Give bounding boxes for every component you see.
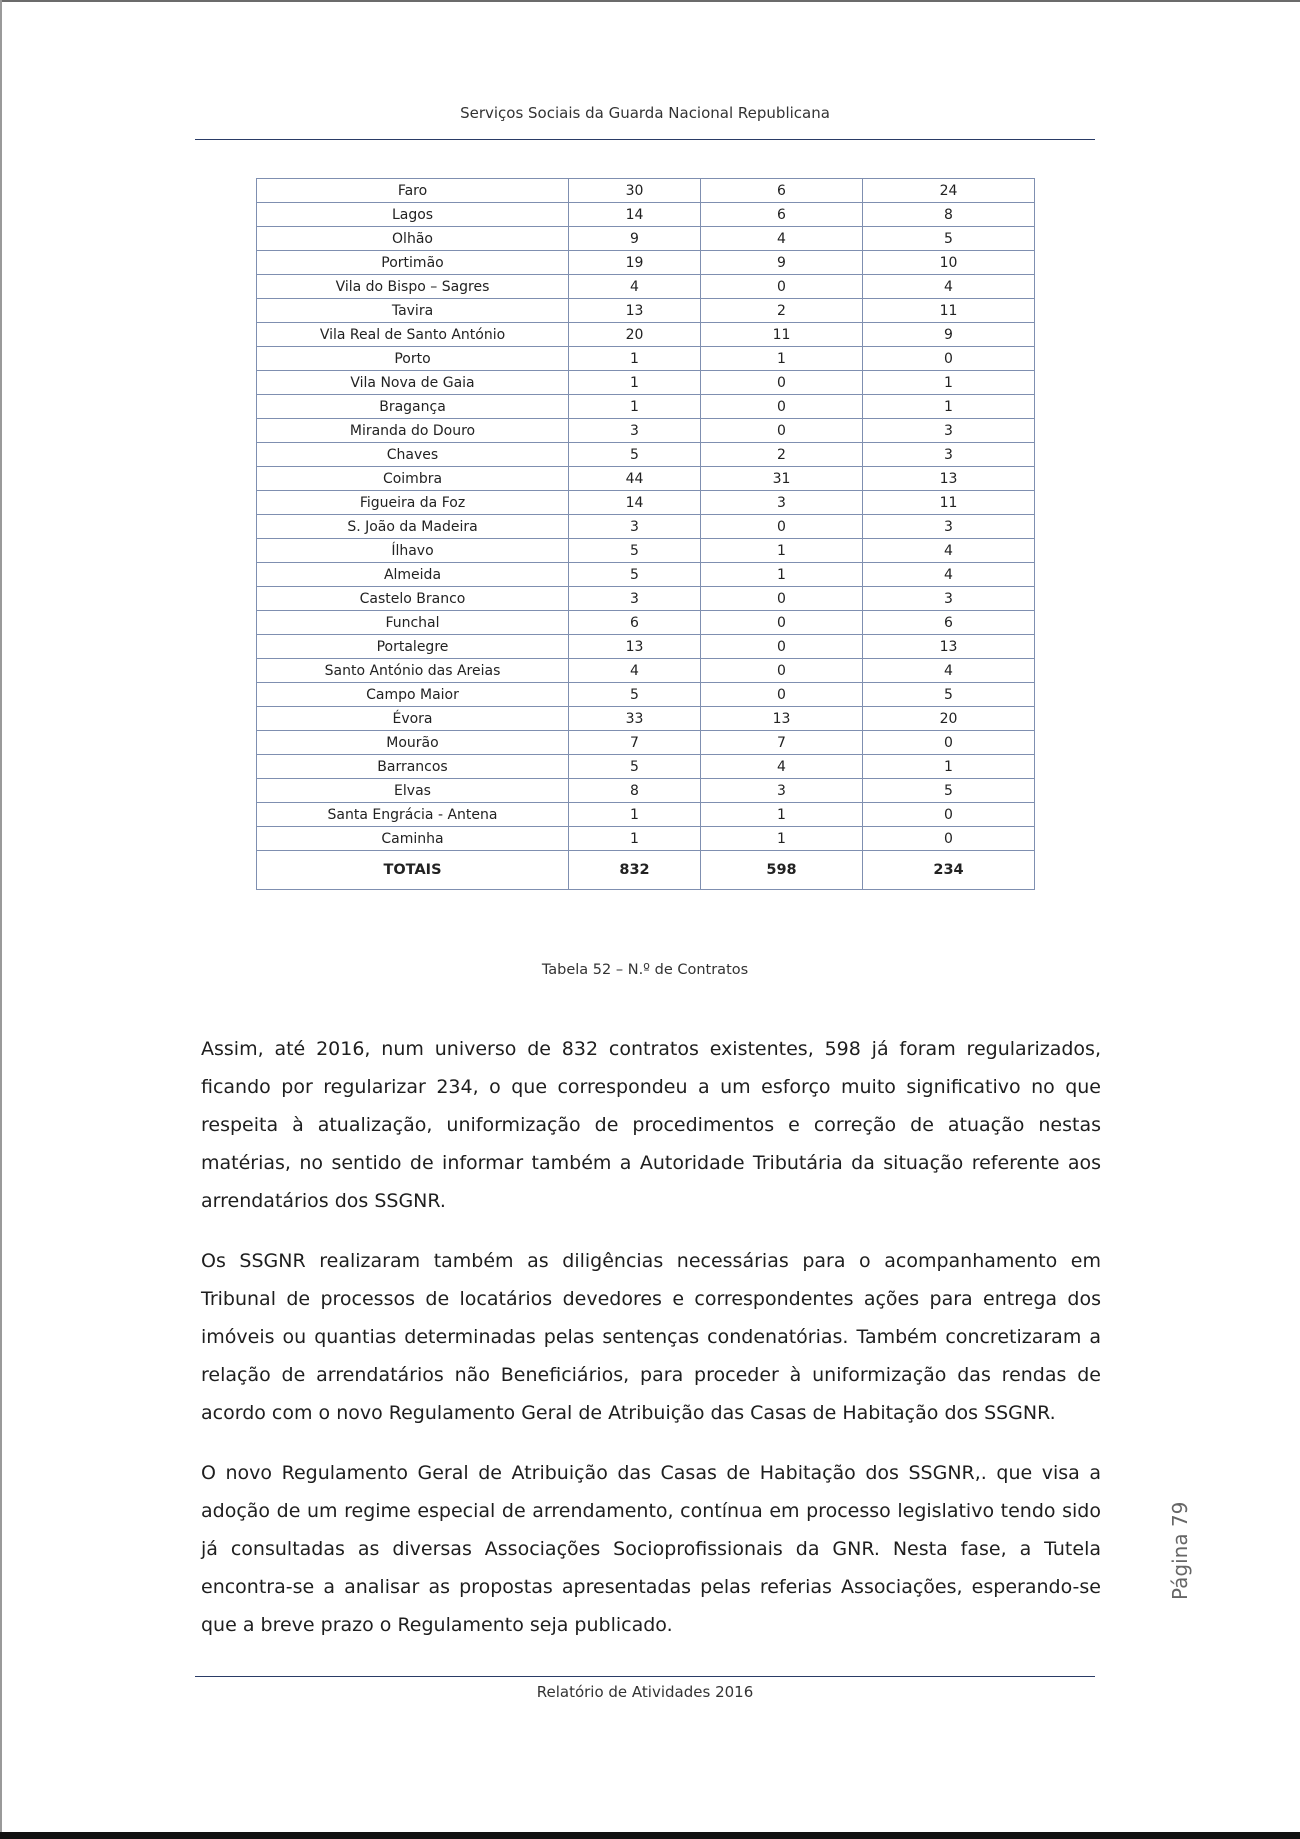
- table-caption: Tabela 52 – N.º de Contratos: [541, 962, 749, 978]
- pending-cell: 6: [863, 611, 1035, 635]
- total-cell: 5: [569, 539, 701, 563]
- pending-cell: 3: [863, 419, 1035, 443]
- total-cell: 7: [569, 731, 701, 755]
- regularized-cell: 1: [701, 827, 863, 851]
- location-cell: Caminha: [257, 827, 569, 851]
- table-row: [257, 347, 1035, 371]
- location-cell: Évora: [257, 707, 569, 731]
- total-cell: 14: [569, 203, 701, 227]
- page-footer: Relatório de Atividades 2016: [536, 1683, 754, 1701]
- total-cell: 4: [569, 659, 701, 683]
- paragraph-1: Assim, até 2016, num universo de 832 contratos existentes, 598 já foram regularizados, ficando por regularizar 234, o que correspondeu a um esforço muito significativo no que respeita à atualização, uniformização de procedimentos e correção de atuação nestas matérias, no sentido de informar também a Autoridade Tributária da situação referente aos arrendatários dos SSGNR.: [201, 1038, 1101, 1212]
- pending-cell: 5: [863, 683, 1035, 707]
- location-cell: Barrancos: [257, 755, 569, 779]
- table-row: [257, 731, 1035, 755]
- table-row: [257, 443, 1035, 467]
- total-cell: 6: [569, 611, 701, 635]
- regularized-cell: 0: [701, 419, 863, 443]
- total-cell: 13: [569, 299, 701, 323]
- total-cell: 1: [569, 347, 701, 371]
- location-cell: Coimbra: [257, 467, 569, 491]
- table-row: [257, 251, 1035, 275]
- total-cell: 44: [569, 467, 701, 491]
- location-cell: Faro: [257, 179, 569, 203]
- regularized-cell: 0: [701, 371, 863, 395]
- totals-row: [257, 851, 1035, 890]
- pending-cell: 11: [863, 491, 1035, 515]
- table-row: [257, 491, 1035, 515]
- regularized-cell: 0: [701, 635, 863, 659]
- table-row: [257, 299, 1035, 323]
- paragraph-2: Os SSGNR realizaram também as diligências necessárias para o acompanhamento em Tribunal de processos de locatários devedores e correspondentes ações para entrega dos imóveis ou quantias determinadas pelas sentenças condenatórias. Também concretizaram a relação de arrendatários não Beneficiários, para proceder à uniformização das rendas de acordo com o novo Regulamento Geral de Atribuição das Casas de Habitação dos SSGNR.: [201, 1250, 1101, 1424]
- regularized-cell: 6: [701, 203, 863, 227]
- location-cell: Ílhavo: [257, 539, 569, 563]
- pending-cell: 5: [863, 227, 1035, 251]
- total-cell: 20: [569, 323, 701, 347]
- regularized-cell: 1: [701, 347, 863, 371]
- total-cell: 3: [569, 587, 701, 611]
- scan-border-top: [0, 0, 1300, 2]
- regularized-cell: 0: [701, 275, 863, 299]
- regularized-cell: 3: [701, 491, 863, 515]
- pending-cell: 13: [863, 467, 1035, 491]
- table-row: [257, 395, 1035, 419]
- regularized-cell: 0: [701, 683, 863, 707]
- table-row: [257, 179, 1035, 203]
- regularized-cell: 6: [701, 179, 863, 203]
- table-row: [257, 275, 1035, 299]
- location-cell: Figueira da Foz: [257, 491, 569, 515]
- regularized-cell: 1: [701, 539, 863, 563]
- total-cell: 5: [569, 755, 701, 779]
- pending-cell: 4: [863, 563, 1035, 587]
- page-number: Página 79: [1168, 1501, 1192, 1600]
- table-row: [257, 827, 1035, 851]
- table-row: [257, 371, 1035, 395]
- total-cell: 8: [569, 779, 701, 803]
- location-cell: Chaves: [257, 443, 569, 467]
- page-header: Serviços Sociais da Guarda Nacional Republicana: [460, 104, 830, 122]
- table-row: [257, 467, 1035, 491]
- table-row: [257, 587, 1035, 611]
- table-row: [257, 419, 1035, 443]
- location-cell: Portimão: [257, 251, 569, 275]
- regularized-cell: 31: [701, 467, 863, 491]
- pending-cell: 5: [863, 779, 1035, 803]
- contracts-table: [256, 178, 1035, 890]
- scan-border-bottom: [0, 1832, 1300, 1839]
- total-cell: 1: [569, 371, 701, 395]
- table-row: [257, 635, 1035, 659]
- pending-cell: 3: [863, 443, 1035, 467]
- table-row: [257, 659, 1035, 683]
- total-cell: 1: [569, 803, 701, 827]
- location-cell: Bragança: [257, 395, 569, 419]
- table-row: [257, 227, 1035, 251]
- body-text: [201, 1030, 1101, 1666]
- total-cell: 30: [569, 179, 701, 203]
- table-row: [257, 203, 1035, 227]
- total-cell: 3: [569, 419, 701, 443]
- totals-total-cell: 832: [569, 851, 701, 890]
- regularized-cell: 1: [701, 803, 863, 827]
- table-row: [257, 779, 1035, 803]
- table-row: [257, 515, 1035, 539]
- total-cell: 5: [569, 443, 701, 467]
- pending-cell: 0: [863, 803, 1035, 827]
- pending-cell: 11: [863, 299, 1035, 323]
- regularized-cell: 0: [701, 587, 863, 611]
- header-divider: [195, 139, 1095, 140]
- total-cell: 1: [569, 827, 701, 851]
- location-cell: Mourão: [257, 731, 569, 755]
- regularized-cell: 2: [701, 443, 863, 467]
- location-cell: Vila do Bispo – Sagres: [257, 275, 569, 299]
- regularized-cell: 9: [701, 251, 863, 275]
- regularized-cell: 0: [701, 515, 863, 539]
- location-cell: Castelo Branco: [257, 587, 569, 611]
- pending-cell: 9: [863, 323, 1035, 347]
- regularized-cell: 3: [701, 779, 863, 803]
- pending-cell: 0: [863, 827, 1035, 851]
- pending-cell: 4: [863, 275, 1035, 299]
- pending-cell: 24: [863, 179, 1035, 203]
- total-cell: 14: [569, 491, 701, 515]
- pending-cell: 1: [863, 395, 1035, 419]
- regularized-cell: 7: [701, 731, 863, 755]
- regularized-cell: 4: [701, 227, 863, 251]
- pending-cell: 4: [863, 659, 1035, 683]
- pending-cell: 13: [863, 635, 1035, 659]
- total-cell: 13: [569, 635, 701, 659]
- footer-divider: [195, 1676, 1095, 1677]
- table-row: [257, 803, 1035, 827]
- table-row: [257, 539, 1035, 563]
- pending-cell: 0: [863, 347, 1035, 371]
- location-cell: Olhão: [257, 227, 569, 251]
- pending-cell: 20: [863, 707, 1035, 731]
- location-cell: Campo Maior: [257, 683, 569, 707]
- location-cell: Tavira: [257, 299, 569, 323]
- total-cell: 3: [569, 515, 701, 539]
- location-cell: Funchal: [257, 611, 569, 635]
- scan-border-left: [0, 0, 2, 1839]
- pending-cell: 1: [863, 371, 1035, 395]
- location-cell: Santo António das Areias: [257, 659, 569, 683]
- total-cell: 19: [569, 251, 701, 275]
- table-row: [257, 755, 1035, 779]
- regularized-cell: 4: [701, 755, 863, 779]
- totals-pending-cell: 234: [863, 851, 1035, 890]
- location-cell: Portalegre: [257, 635, 569, 659]
- contracts-table-body: [257, 179, 1035, 890]
- total-cell: 4: [569, 275, 701, 299]
- location-cell: Porto: [257, 347, 569, 371]
- total-cell: 5: [569, 563, 701, 587]
- table-row: [257, 563, 1035, 587]
- location-cell: Vila Nova de Gaia: [257, 371, 569, 395]
- location-cell: Elvas: [257, 779, 569, 803]
- pending-cell: 0: [863, 731, 1035, 755]
- table-row: [257, 707, 1035, 731]
- totals-regularized-cell: 598: [701, 851, 863, 890]
- location-cell: Miranda do Douro: [257, 419, 569, 443]
- location-cell: Santa Engrácia - Antena: [257, 803, 569, 827]
- total-cell: 5: [569, 683, 701, 707]
- total-cell: 1: [569, 395, 701, 419]
- table-row: [257, 323, 1035, 347]
- pending-cell: 3: [863, 587, 1035, 611]
- pending-cell: 3: [863, 515, 1035, 539]
- regularized-cell: 13: [701, 707, 863, 731]
- pending-cell: 1: [863, 755, 1035, 779]
- totals-location-cell: TOTAIS: [257, 851, 569, 890]
- total-cell: 9: [569, 227, 701, 251]
- regularized-cell: 0: [701, 611, 863, 635]
- pending-cell: 10: [863, 251, 1035, 275]
- paragraph-3: O novo Regulamento Geral de Atribuição das Casas de Habitação dos SSGNR,. que visa a adoção de um regime especial de arrendamento, contínua em processo legislativo tendo sido já consultadas as diversas Associações Socioprofissionais da GNR. Nesta fase, a Tutela encontra-se a analisar as propostas apresentadas pelas referias Associações, esperando-se que a breve prazo o Regulamento seja publicado.: [201, 1462, 1101, 1636]
- regularized-cell: 11: [701, 323, 863, 347]
- location-cell: Lagos: [257, 203, 569, 227]
- regularized-cell: 1: [701, 563, 863, 587]
- regularized-cell: 2: [701, 299, 863, 323]
- pending-cell: 8: [863, 203, 1035, 227]
- location-cell: Almeida: [257, 563, 569, 587]
- pending-cell: 4: [863, 539, 1035, 563]
- total-cell: 33: [569, 707, 701, 731]
- regularized-cell: 0: [701, 659, 863, 683]
- location-cell: Vila Real de Santo António: [257, 323, 569, 347]
- location-cell: S. João da Madeira: [257, 515, 569, 539]
- table-row: [257, 683, 1035, 707]
- regularized-cell: 0: [701, 395, 863, 419]
- table-row: [257, 611, 1035, 635]
